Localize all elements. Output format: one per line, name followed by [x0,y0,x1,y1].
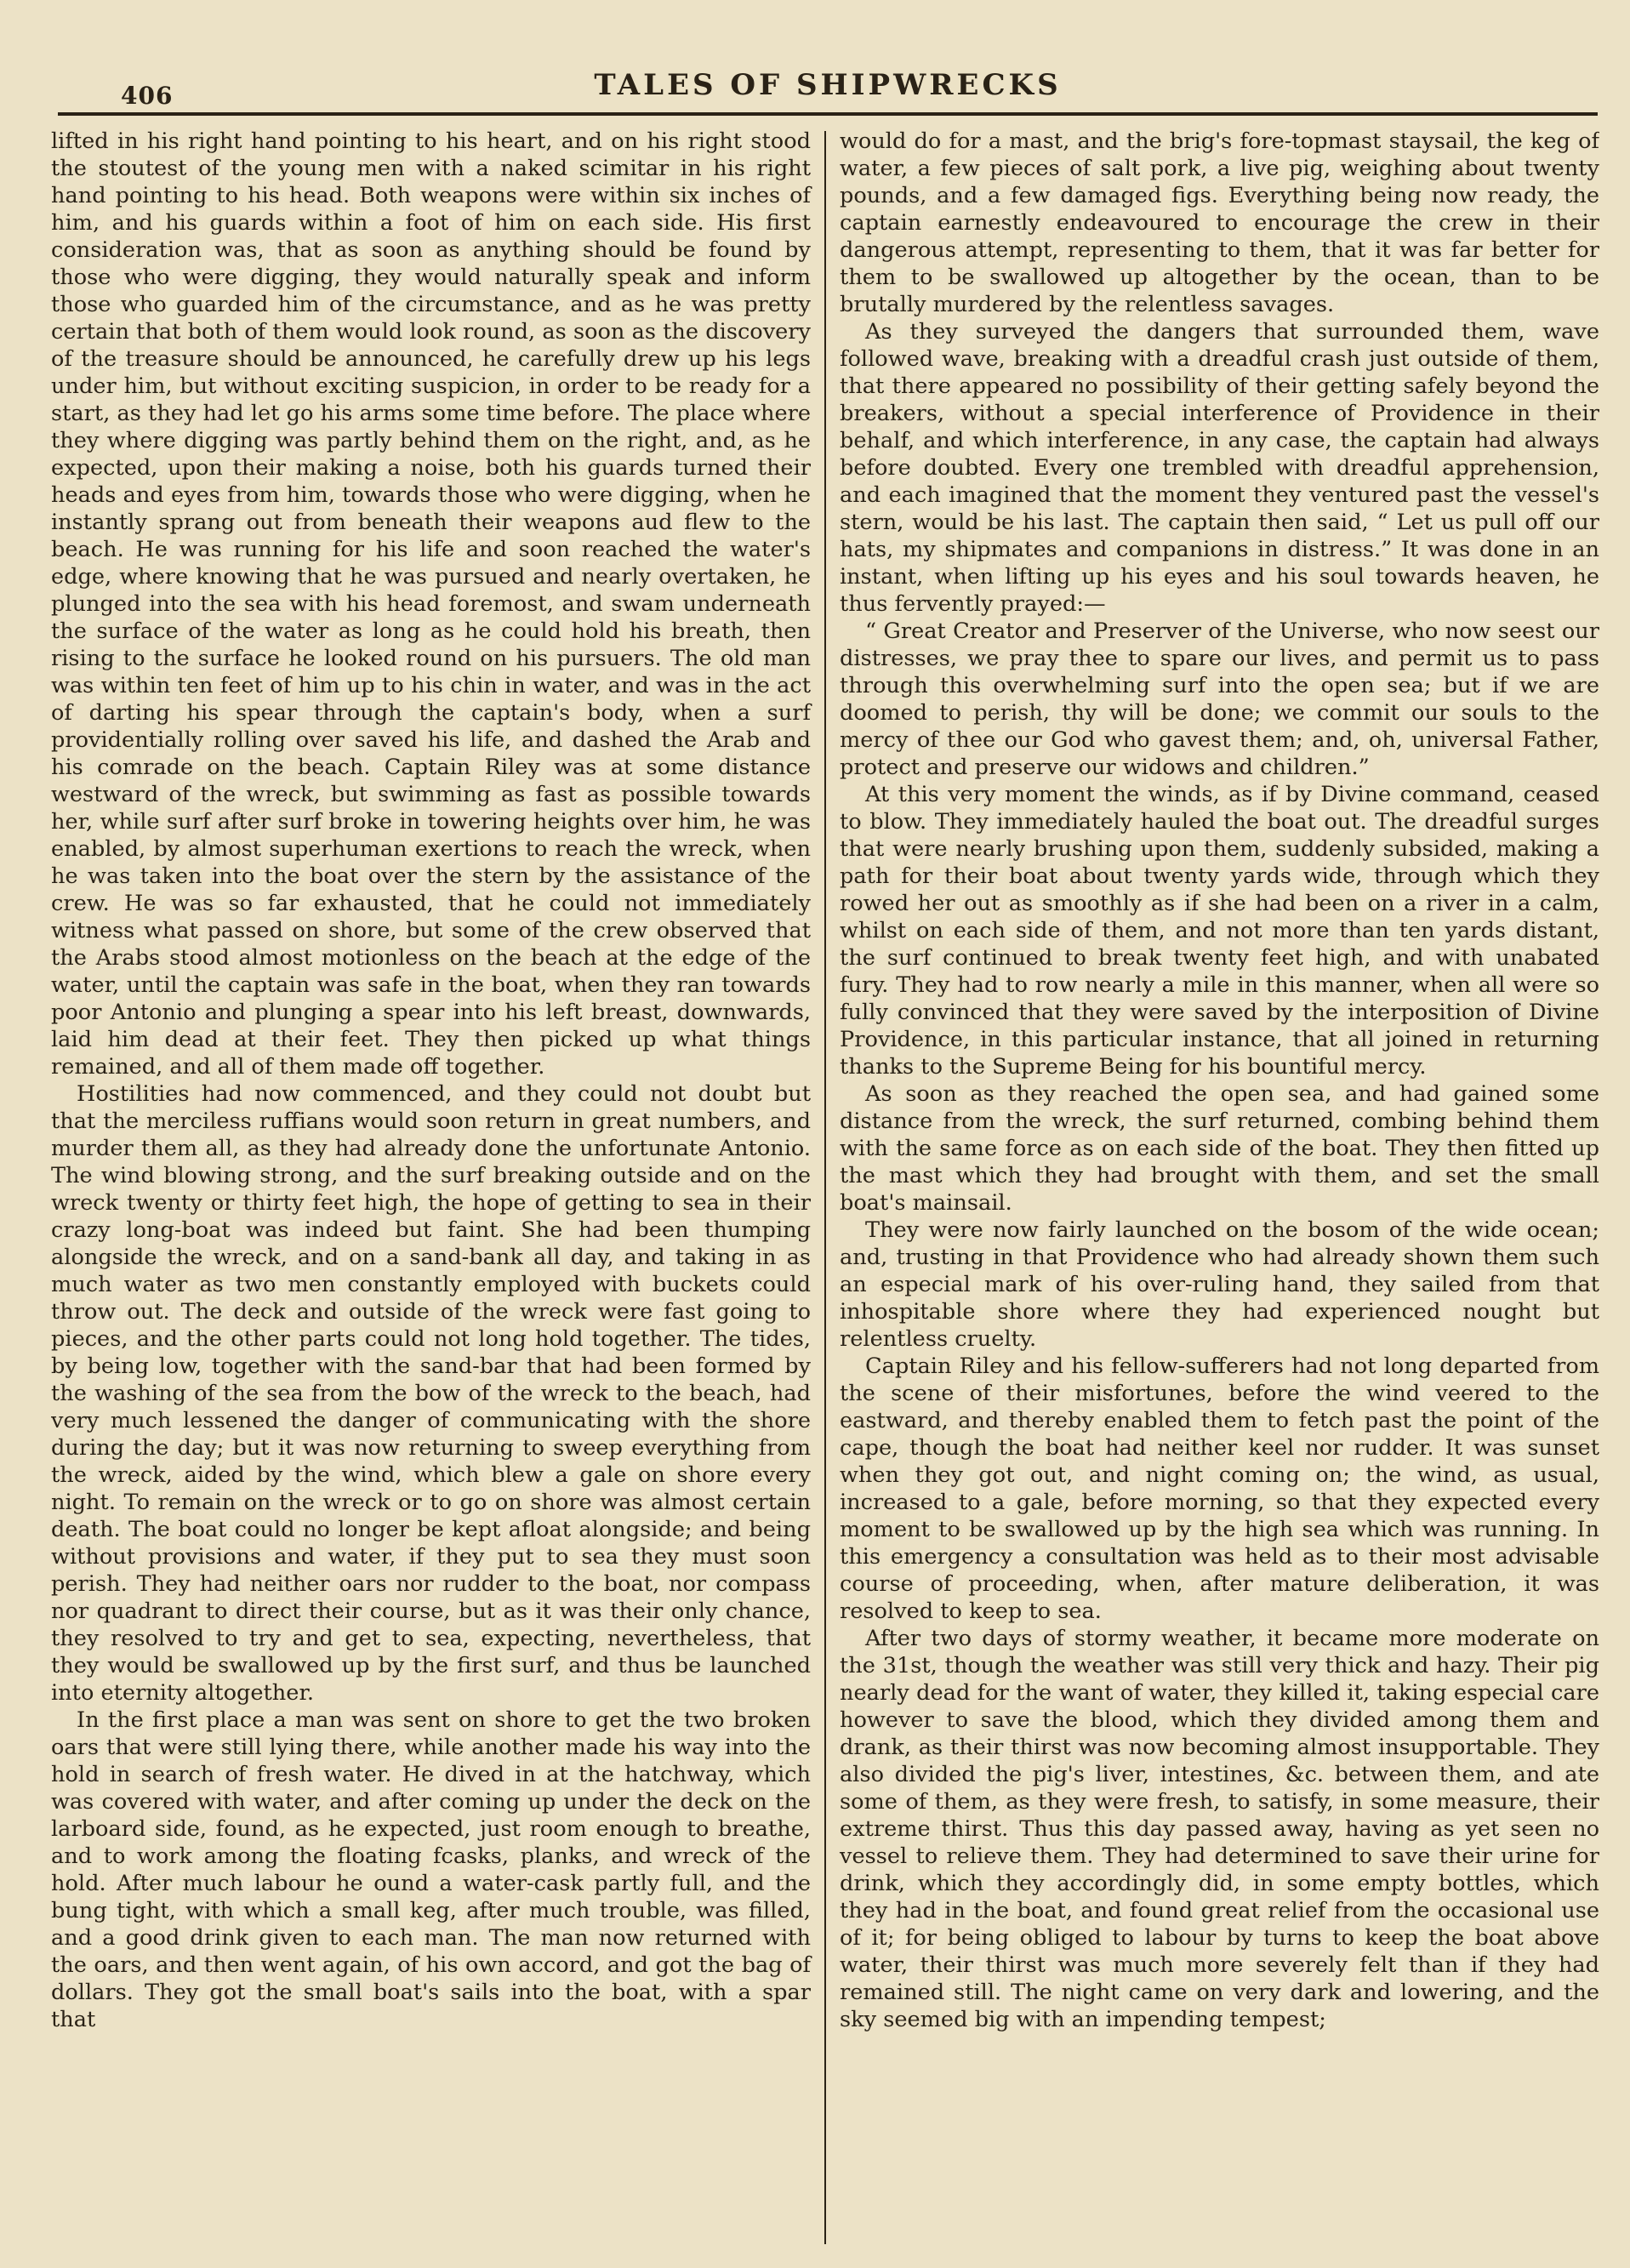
paragraph: At this very moment the winds, as if by Divine command, ceased to blow. They immediately hauled the boat out. The dreadful surges that were nearly brushing upon them, suddenly subsided, making a path for their boat about twenty yards wide, through which they rowed her out as smoothly as if she had been on a river in a calm, whilst on each side of them, and not more than ten yards distant, the surf continued to break twenty feet high, and with unabated fury. They had to row nearly a mile in this manner, when all were so fully convinced that they were saved by the interposition of Divine Providence, in this particular instance, that all joined in returning thanks to the Supreme Being for his bountiful mercy. [840,782,1599,1080]
header-rule [58,112,1598,119]
running-title: TALES OF SHIPWRECKS [594,68,1062,102]
prayer-paragraph: “ Great Creator and Preserver of the Universe, who now seest our distresses, we pray thee to spare our lives, and permit us to pass through this overwhelming surf into the open sea; but if we are doomed to perish, thy will be done; we commit our souls to the mercy of thee our God who gavest them; and, oh, universal Father, protect and preserve our widows and children.” [840,618,1599,780]
paragraph: After two days of stormy weather, it became more moderate on the 31st, though the weather was still very thick and hazy. Their pig nearly dead for the want of water, they killed it, taking especial care however to save the blood, which they divided among them and drank, as their thirst was now becoming almost insupportable. They also divided the pig's liver, intestines, &c. between them, and ate some of them, as they were fresh, to satisfy, in some measure, their extreme thirst. Thus this day passed away, having as yet seen no vessel to relieve them. They had determined to save their urine for drink, which they accordingly did, in some empty bottles, which they had in the boat, and found great relief from the occasional use of it; for being obliged to labour by turns to keep the boat above water, their thirst was much more severely felt than if they had remained still. The night came on very dark and lowering, and the sky seemed big with an impending tempest; [840,1626,1599,2032]
paragraph: Hostilities had now commenced, and they could not doubt but that the merciless ruffians would soon return in great numbers, and murder them all, as they had already done the unfortunate Antonio. The wind blowing strong, and the surf breaking outside and on the wreck twenty or thirty feet high, the hope of getting to sea in their crazy long-boat was indeed but faint. She had been thumping alongside the wreck, and on a sand-bank all day, and taking in as much water as two men constantly employed with buckets could throw out. The deck and outside of the wreck were fast going to pieces, and the other parts could not long hold together. The tides, by being low, together with the sand-bar that had been formed by the washing of the sea from the bow of the wreck to the beach, had very much lessened the danger of communicating with the shore during the day; but it was now returning to sweep everything from the wreck, aided by the wind, which blew a gale on shore every night. To remain on the wreck or to go on shore was almost certain death. The boat could no longer be kept afloat alongside; and being without provisions and water, if they put to sea they must soon perish. They had neither oars nor rudder to the boat, nor compass nor quadrant to direct their course, but as it was their only chance, they resolved to try and get to sea, expecting, nevertheless, that they would be swallowed up by the first surf, and thus be launched into eternity altogether. [51,1081,811,1706]
right-column [826,128,1599,2244]
page-header [58,0,1598,110]
text-columns [51,128,1599,2244]
page-number: 406 [121,82,174,110]
paragraph: lifted in his right hand pointing to his heart, and on his right stood the stoutest of the young men with a naked scimitar in his right hand pointing to his head. Both weapons were within six inches of him, and his guards within a foot of him on each side. His first consideration was, that as soon as anything should be found by those who were digging, they would naturally speak and inform those who guarded him of the circumstance, and as he was pretty certain that both of them would look round, as soon as the discovery of the treasure should be announced, he carefully drew up his legs under him, but without exciting suspicion, in order to be ready for a start, as they had let go his arms some time before. The place where they where digging was partly behind them on the right, and, as he expected, upon their making a noise, both his guards turned their heads and eyes from him, towards those who were digging, when he instantly sprang out from beneath their weapons aud flew to the beach. He was running for his life and soon reached the water's edge, where knowing that he was pursued and nearly overtaken, he plunged into the sea with his head foremost, and swam underneath the surface of the water as long as he could hold his breath, then rising to the surface he looked round on his pursuers. The old man was within ten feet of him up to his chin in water, and was in the act of darting his spear through the captain's body, when a surf providentially rolling over saved his life, and dashed the Arab and his comrade on the beach. Captain Riley was at some distance westward of the wreck, but swimming as fast as possible towards her, while surf after surf broke in towering heights over him, he was enabled, by almost superhuman exertions to reach the wreck, when he was taken into the boat over the stern by the assistance of the crew. He was so far exhausted, that he could not immediately witness what passed on shore, but some of the crew observed that the Arabs stood almost motionless on the beach at the edge of the water, until the captain was safe in the boat, when they ran towards poor Antonio and plunging a spear into his left breast, downwards, laid him dead at their feet. They then picked up what things remained, and all of them made off together. [51,128,811,1080]
paragraph: would do for a mast, and the brig's fore-topmast staysail, the keg of water, a few pieces of salt pork, a live pig, weighing about twenty pounds, and a few damaged figs. Everything being now ready, the captain earnestly endeavoured to encourage the crew in their dangerous attempt, representing to them, that it was far better for them to be swallowed up altogether by the ocean, than to be brutally murdered by the relentless savages. [840,128,1599,317]
paragraph: As they surveyed the dangers that surrounded them, wave followed wave, breaking with a dreadful crash just outside of them, that there appeared no possibility of their getting safely beyond the breakers, without a special interference of Providence in their behalf, and which interference, in any case, the captain had always before doubted. Every one trembled with dreadful apprehension, and each imagined that the moment they ventured past the vessel's stern, would be his last. The captain then said, “ Let us pull off our hats, my shipmates and companions in distress.” It was done in an instant, when lifting up his eyes and his soul towards heaven, he thus fervently prayed:— [840,319,1599,617]
paragraph: In the first place a man was sent on shore to get the two broken oars that were still lying there, while another made his way into the hold in search of fresh water. He dived in at the hatchway, which was covered with water, and after coming up under the deck on the larboard side, found, as he expected, just room enough to breathe, and to work among the floating fcasks, planks, and wreck of the hold. After much labour he ound a water-cask partly full, and the bung tight, with which a small keg, after much trouble, was filled, and a good drink given to each man. The man now returned with the oars, and then went again, of his own accord, and got the bag of dollars. They got the small boat's sails into the boat, with a spar that [51,1707,811,2032]
left-column [51,128,824,2244]
paragraph: Captain Riley and his fellow-sufferers had not long departed from the scene of their misfortunes, before the wind veered to the eastward, and thereby enabled them to fetch past the point of the cape, though the boat had neither keel nor rudder. It was sunset when they got out, and night coming on; the wind, as usual, increased to a gale, before morning, so that they expected every moment to be swallowed up by the high sea which was running. In this emergency a consultation was held as to their most advisable course of proceeding, when, after mature deliberation, it was resolved to keep to sea. [840,1353,1599,1624]
paragraph: As soon as they reached the open sea, and had gained some distance from the wreck, the surf returned, combing behind them with the same force as on each side of the boat. They then fitted up the mast which they had brought with them, and set the small boat's mainsail. [840,1081,1599,1216]
paragraph: They were now fairly launched on the bosom of the wide ocean; and, trusting in that Providence who had already shown them such an especial mark of his over-ruling hand, they sailed from that inhospitable shore where they had experienced nought but relentless cruelty. [840,1217,1599,1352]
